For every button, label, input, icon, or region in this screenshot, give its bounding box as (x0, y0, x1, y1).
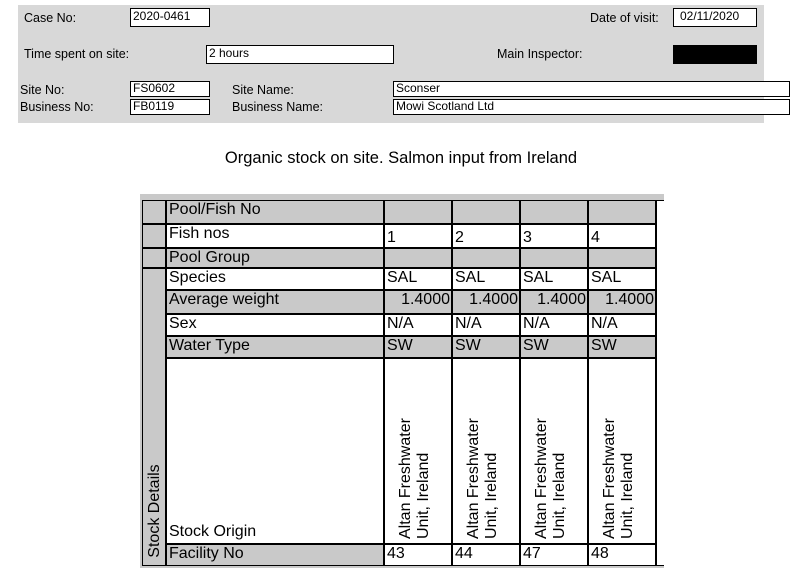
corner-cell (142, 248, 166, 268)
facility-no-cell: 47 (520, 544, 588, 566)
facility-no-cell: 43 (384, 544, 452, 566)
fish-nos-cell: 2 (452, 224, 520, 248)
origin-line-1: Altan Freshwater (465, 418, 482, 539)
row-label-stock-origin: Stock Origin (166, 358, 384, 544)
origin-line-1: Altan Freshwater (533, 418, 550, 539)
water-type-cell: SW (588, 336, 656, 358)
site-no-label: Site No: (20, 83, 65, 97)
stock-origin-cell (452, 358, 520, 544)
stock-origin-cell (520, 358, 588, 544)
time-on-site-field: 2 hours (206, 45, 394, 64)
origin-line-1: Altan Freshwater (601, 418, 618, 539)
row-label-sex: Sex (166, 314, 384, 336)
sex-cell: N/A (384, 314, 452, 336)
inspection-note: Organic stock on site. Salmon input from Ireland (224, 149, 578, 167)
water-type-cell: SW (452, 336, 520, 358)
stock-details-section-label: Stock Details (146, 464, 163, 558)
pool-cell (452, 200, 520, 224)
stock-origin-cell (384, 358, 452, 544)
pool-cell (588, 200, 656, 224)
species-cell: SAL (452, 268, 520, 290)
fish-nos-cell: 3 (520, 224, 588, 248)
stock-origin-text (465, 379, 501, 539)
water-type-cell: SW (520, 336, 588, 358)
case-no-label: Case No: (24, 11, 77, 25)
site-name-label: Site Name: (232, 83, 294, 97)
stock-origin-text (533, 379, 569, 539)
average-weight-cell: 1.4000 (520, 290, 588, 314)
row-label-pool: Pool/Fish No (166, 200, 384, 224)
visit-header (18, 5, 764, 123)
stock-origin-cell (588, 358, 656, 544)
row-label-species: Species (166, 268, 384, 290)
time-on-site-label: Time spent on site: (24, 47, 130, 61)
origin-line-2: Unit, Ireland (483, 452, 500, 539)
main-inspector-label: Main Inspector: (497, 47, 583, 61)
species-cell: SAL (520, 268, 588, 290)
average-weight-cell: 1.4000 (588, 290, 656, 314)
corner-cell (142, 200, 166, 224)
water-type-cell: SW (384, 336, 452, 358)
fish-nos-cell: 1 (384, 224, 452, 248)
stock-origin-text (397, 379, 433, 539)
table-right-edge (656, 200, 664, 566)
row-label-water-type: Water Type (166, 336, 384, 358)
pool-group-cell (520, 248, 588, 268)
site-name-field: Sconser (393, 81, 790, 97)
sex-cell: N/A (588, 314, 656, 336)
section-cell (142, 268, 166, 566)
main-inspector-redacted-field (673, 45, 757, 64)
site-no-field: FS0602 (130, 81, 210, 97)
facility-no-cell: 48 (588, 544, 656, 566)
corner-cell (142, 224, 166, 248)
stock-details-table (140, 194, 664, 568)
species-cell: SAL (384, 268, 452, 290)
row-label-facility-no: Facility No (166, 544, 384, 566)
pool-cell (520, 200, 588, 224)
sex-cell: N/A (520, 314, 588, 336)
date-of-visit-label: Date of visit: (590, 11, 659, 25)
case-no-field: 2020-0461 (130, 8, 210, 27)
average-weight-cell: 1.4000 (384, 290, 452, 314)
facility-no-cell: 44 (452, 544, 520, 566)
pool-group-cell (588, 248, 656, 268)
business-name-field: Mowi Scotland Ltd (393, 99, 790, 115)
row-label-average-weight: Average weight (166, 290, 384, 314)
business-name-label: Business Name: (232, 100, 324, 114)
row-label-pool-group: Pool Group (166, 248, 384, 268)
pool-group-cell (384, 248, 452, 268)
origin-line-2: Unit, Ireland (551, 452, 568, 539)
pool-group-cell (452, 248, 520, 268)
pool-cell (384, 200, 452, 224)
date-of-visit-field: 02/11/2020 (673, 8, 757, 27)
stock-origin-text (601, 379, 637, 539)
origin-line-2: Unit, Ireland (415, 452, 432, 539)
average-weight-cell: 1.4000 (452, 290, 520, 314)
business-no-label: Business No: (20, 100, 94, 114)
origin-line-2: Unit, Ireland (619, 452, 636, 539)
sex-cell: N/A (452, 314, 520, 336)
species-cell: SAL (588, 268, 656, 290)
origin-line-1: Altan Freshwater (397, 418, 414, 539)
business-no-field: FB0119 (130, 99, 210, 115)
fish-nos-cell: 4 (588, 224, 656, 248)
row-label-fish-nos: Fish nos (166, 224, 384, 248)
